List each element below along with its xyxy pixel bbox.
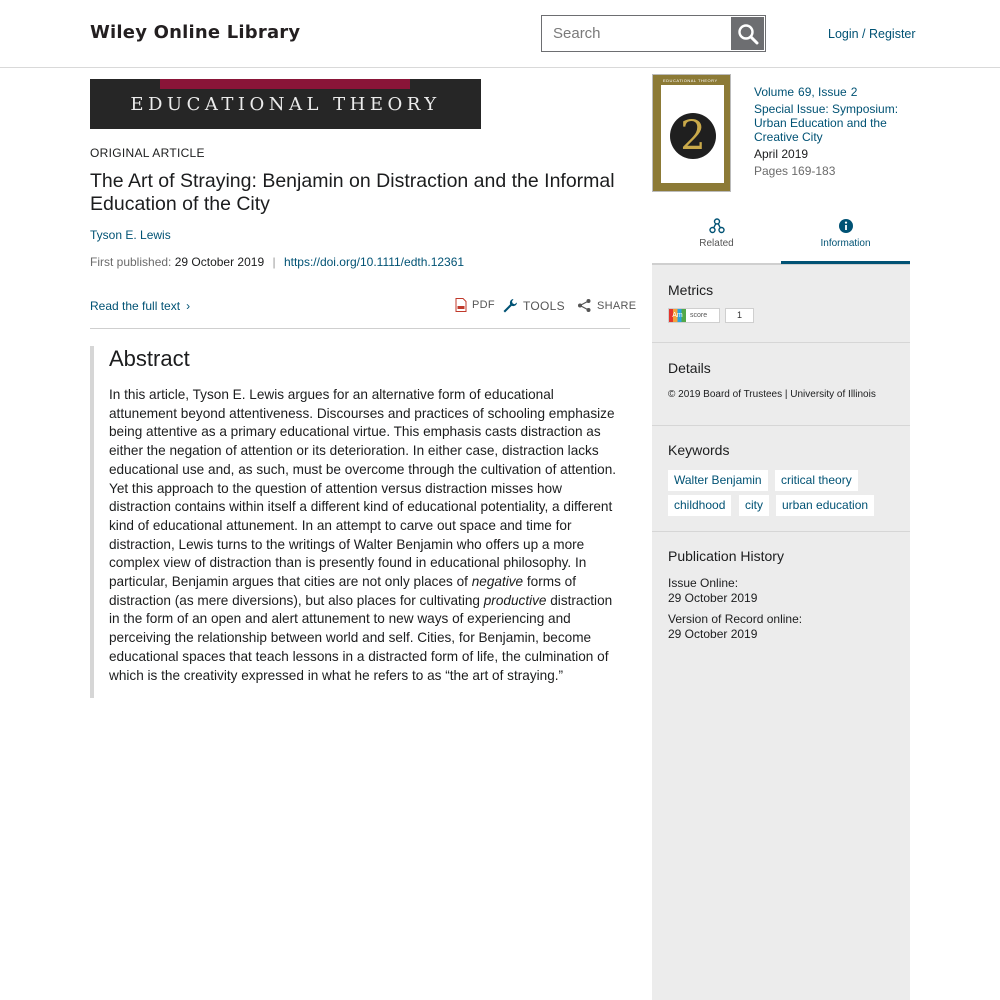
share-label: SHARE bbox=[597, 299, 637, 312]
volume-link[interactable]: Volume bbox=[754, 85, 795, 99]
details-section bbox=[652, 343, 910, 426]
banner-stripe bbox=[160, 79, 410, 89]
version-of-record-label: Version of Record online: bbox=[668, 612, 803, 626]
keywords-section bbox=[652, 426, 910, 532]
read-full-text-link[interactable] bbox=[90, 299, 190, 313]
altmetric-score-label: score bbox=[690, 312, 708, 319]
metrics-section bbox=[652, 265, 910, 343]
metrics-heading: Metrics bbox=[668, 282, 714, 298]
top-header bbox=[0, 0, 1000, 68]
abstract-part-2: forms of distraction (as mere diversions), but also places for cultivating bbox=[109, 574, 576, 608]
issue-online-date: 29 October 2019 bbox=[668, 591, 758, 605]
read-full-text-label: Read the full text bbox=[90, 299, 181, 313]
tools-button[interactable] bbox=[502, 298, 565, 314]
journal-banner[interactable] bbox=[90, 79, 481, 129]
abstract-emphasis-productive: productive bbox=[483, 592, 547, 608]
cover-issue-number: 2 bbox=[670, 113, 716, 159]
altmetric-count: 1 bbox=[725, 308, 754, 323]
abstract-section bbox=[90, 346, 630, 698]
publication-history-section bbox=[652, 532, 910, 652]
tab-information-label: Information bbox=[820, 238, 871, 249]
abstract-heading: Abstract bbox=[109, 346, 190, 371]
keyword-tag[interactable]: city bbox=[739, 495, 769, 516]
altmetric-logo: Am bbox=[669, 309, 686, 322]
info-icon bbox=[838, 218, 854, 234]
author-link[interactable]: Tyson E. Lewis bbox=[90, 228, 171, 242]
version-of-record-date: 29 October 2019 bbox=[668, 627, 758, 641]
issue-online-label: Issue Online: bbox=[668, 576, 739, 590]
article-title: The Art of Straying: Benjamin on Distraction and the Informal Education of the City bbox=[90, 170, 615, 215]
separator: | bbox=[272, 255, 276, 269]
publication-info bbox=[90, 255, 464, 269]
details-heading: Details bbox=[668, 360, 711, 376]
issue-number-link[interactable]: 2 bbox=[850, 85, 858, 99]
keyword-tag[interactable]: urban education bbox=[776, 495, 874, 516]
altmetric-widget[interactable] bbox=[668, 308, 754, 323]
first-published-label: First published: bbox=[90, 255, 172, 269]
share-icon bbox=[577, 298, 592, 313]
tab-related-label: Related bbox=[699, 238, 734, 249]
related-icon bbox=[709, 218, 725, 234]
pdf-button[interactable] bbox=[455, 298, 495, 312]
login-register-link[interactable]: Login / Register bbox=[828, 27, 916, 41]
keyword-tag[interactable]: Walter Benjamin bbox=[668, 470, 768, 491]
pdf-icon bbox=[455, 298, 467, 312]
publication-history-heading: Publication History bbox=[668, 548, 784, 564]
article-type: ORIGINAL ARTICLE bbox=[90, 146, 205, 160]
tools-label: TOOLS bbox=[523, 299, 565, 313]
tab-related[interactable] bbox=[652, 210, 781, 263]
abstract-text bbox=[109, 386, 624, 685]
search-icon bbox=[737, 23, 759, 45]
altmetric-badge bbox=[668, 308, 720, 323]
information-panel bbox=[652, 265, 910, 1000]
search-button[interactable] bbox=[731, 17, 764, 50]
article-toolbar bbox=[90, 296, 637, 329]
pdf-label: PDF bbox=[472, 299, 495, 311]
journal-cover-thumbnail[interactable] bbox=[652, 74, 731, 192]
issue-date: April 2019 bbox=[754, 147, 809, 161]
first-published-date: 29 October 2019 bbox=[174, 255, 265, 269]
volume-line bbox=[754, 85, 914, 99]
wrench-icon bbox=[502, 298, 518, 314]
volume-info bbox=[754, 85, 914, 178]
share-button[interactable] bbox=[577, 298, 636, 313]
search-input[interactable] bbox=[542, 16, 730, 51]
page-range: Pages 169-183 bbox=[754, 164, 836, 178]
special-issue-link[interactable]: Special Issue: Symposium: Urban Education and the Creative City bbox=[754, 102, 899, 144]
abstract-part-3: distraction in the form of an open and alert attunement to new ways of experiencing and perceiving the relationship between world and self. Cities, for Benjamin, become educational spaces that teach lessons in a distracted form of life, the culmination of which is the creativity expressed in what he refers to as “the art of straying.” bbox=[109, 592, 613, 683]
sidebar-tabs bbox=[652, 210, 910, 265]
keyword-tag[interactable]: childhood bbox=[668, 495, 731, 516]
cover-header-text: EDUCATIONAL THEORY bbox=[663, 78, 718, 83]
doi-link[interactable]: https://doi.org/10.1111/edth.12361 bbox=[283, 255, 465, 269]
site-logo[interactable]: Wiley Online Library bbox=[90, 22, 301, 43]
volume-issue-link[interactable]: 69, Issue bbox=[798, 85, 847, 99]
keywords-heading: Keywords bbox=[668, 442, 730, 458]
keyword-tag[interactable]: critical theory bbox=[775, 470, 858, 491]
abstract-emphasis-negative: negative bbox=[471, 574, 524, 590]
search-box bbox=[541, 15, 766, 52]
tab-information[interactable] bbox=[781, 210, 910, 264]
copyright-text: © 2019 Board of Trustees | University of Illinois bbox=[668, 389, 876, 400]
chevron-right-icon: › bbox=[186, 299, 191, 313]
journal-banner-title: EDUCATIONAL THEORY bbox=[130, 94, 441, 115]
abstract-part-1: In this article, Tyson E. Lewis argues for an alternative form of educational attunement beyond attentiveness. Discourses and practices of schooling emphasize being attentive as a primary educational virtue. This emphasis casts distraction as either the negation of attention or its deterioration. In either case, distraction lacks educational use and, as such, must be overcome through the cultivation of attention. Yet this approach to the question of attention versus distraction misses how distraction contains within itself a different kind of educational potentiality, a different kind of educational attunement. In an attempt to carve out space and time for distraction, Lewis turns to the writings of Walter Benjamin who offers up a more complex view of distraction than is presently found in educational philosophy. In particular, Benjamin argues that cities are not only places of bbox=[109, 387, 617, 590]
